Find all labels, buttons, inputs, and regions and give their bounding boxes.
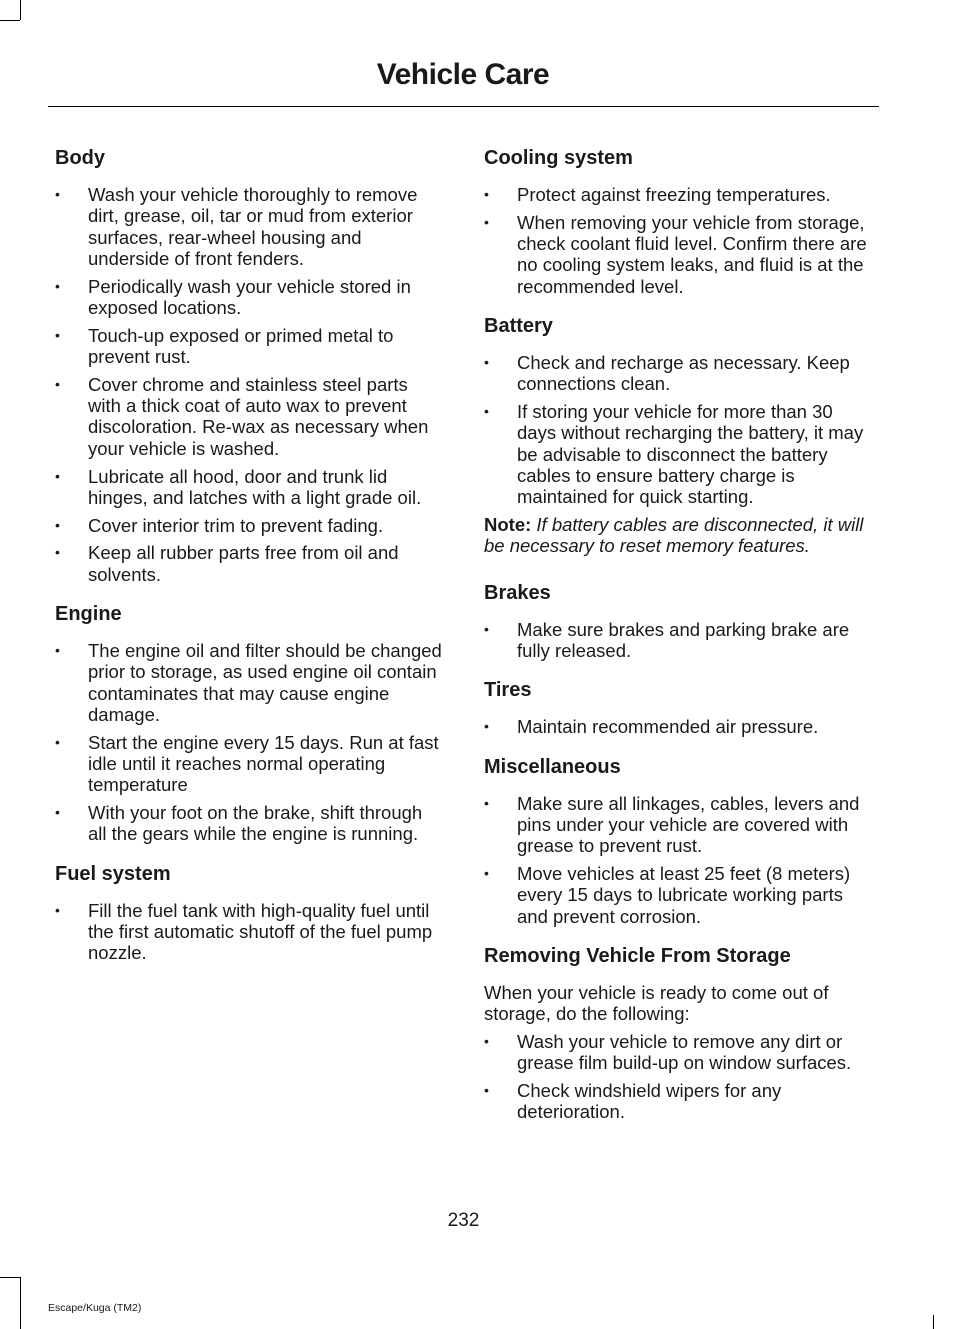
bullet-list [55, 640, 445, 845]
list-item-text: If storing your vehicle for more than 30 days without recharging the battery, it may be advisable to disconnect the battery cables to ensure battery charge is maintained for quick starting. [517, 401, 864, 508]
bullet-icon: • [55, 186, 60, 202]
footer-model: Escape/Kuga (TM2) [48, 1302, 142, 1314]
page-number: 232 [447, 1210, 480, 1231]
bullet-icon: • [55, 277, 60, 294]
section-intro: When your vehicle is ready to come out of storage, do the following: [484, 981, 829, 1025]
section-heading: Tires [484, 679, 532, 702]
list-item-text: Make sure all linkages, cables, levers and pins under your vehicle are covered with grease to prevent rust. [517, 792, 860, 857]
crop-mark-bottom-right-v1 [933, 1315, 934, 1329]
list-item-text: Fill the fuel tank with high-quality fuel until the first automatic shutoff of the fuel pump nozzle. [88, 899, 433, 964]
list-item [484, 619, 874, 662]
page-title: Vehicle Care [376, 58, 550, 91]
list-item [484, 1080, 874, 1123]
bullet-icon: • [55, 544, 60, 561]
list-item-text: Cover chrome and stainless steel parts with a thick coat of auto wax to prevent discoloration. Re-wax as necessary when your vehicle is washed. [88, 373, 429, 459]
crop-mark-bottom-left-h [0, 1277, 20, 1278]
bullet-list [484, 619, 874, 662]
list-item-text: Start the engine every 15 days. Run at fast idle until it reaches normal operating temperature [88, 731, 439, 796]
list-item [55, 542, 445, 585]
section-heading: Removing Vehicle From Storage [484, 944, 791, 967]
bullet-icon: • [484, 353, 489, 370]
list-item-text: Protect against freezing temperatures. [517, 184, 831, 205]
left-column [55, 145, 445, 980]
bullet-icon: • [55, 467, 60, 484]
list-item [55, 640, 445, 725]
list-item-text: Keep all rubber parts free from oil and solvents. [88, 542, 399, 585]
crop-mark-top-left-v [20, 0, 21, 20]
list-item-text: The engine oil and filter should be changed prior to storage, as used engine oil contain contaminates that may cause engine damage. [88, 640, 442, 725]
list-item-text: Lubricate all hood, door and trunk lid hinges, and latches with a light grade oil. [88, 465, 422, 508]
list-item [484, 401, 874, 507]
list-item [55, 184, 445, 269]
list-item [55, 374, 445, 459]
section-fuel-system [55, 861, 445, 964]
note-text: If battery cables are disconnected, it will be necessary to reset memory features. [484, 514, 864, 557]
crop-mark-top-left-h [0, 20, 20, 21]
battery-note [484, 514, 874, 557]
bullet-list [484, 1031, 874, 1123]
bullet-icon: • [484, 1082, 489, 1099]
section-heading: Fuel system [55, 862, 171, 885]
list-item-text: Make sure brakes and parking brake are fully released. [517, 618, 850, 661]
list-item [484, 212, 874, 297]
list-item-text: With your foot on the brake, shift through all the gears while the engine is running. [88, 802, 423, 845]
list-item [484, 352, 874, 395]
list-item-text: Touch-up exposed or primed metal to prevent rust. [88, 324, 394, 368]
bullet-icon: • [55, 733, 60, 750]
section-heading: Miscellaneous [484, 755, 621, 778]
section-heading: Brakes [484, 581, 551, 604]
section-engine [55, 601, 445, 845]
list-item-text: Cover interior trim to prevent fading. [88, 514, 384, 536]
list-item [55, 802, 445, 845]
bullet-icon: • [55, 516, 60, 533]
bullet-icon: • [55, 326, 60, 343]
list-item-text: Move vehicles at least 25 feet (8 meters) every 15 days to lubricate working parts and prevent corrosion. [517, 862, 851, 927]
bullet-icon: • [55, 375, 60, 392]
bullet-icon: • [484, 718, 489, 735]
bullet-icon: • [484, 186, 489, 202]
section-battery [484, 313, 874, 557]
section-brakes [484, 580, 874, 662]
section-body [55, 145, 445, 585]
bullet-icon: • [484, 213, 489, 230]
bullet-list [55, 184, 445, 585]
list-item-text: Wash your vehicle to remove any dirt or grease film build-up on window surfaces. [517, 1030, 852, 1074]
section-heading: Engine [55, 603, 122, 626]
bullet-icon: • [484, 620, 489, 637]
section-heading: Battery [484, 314, 553, 337]
bullet-icon: • [55, 642, 60, 659]
note-label: Note: [484, 514, 532, 536]
list-item-text: Check windshield wipers for any deterioration. [517, 1080, 782, 1123]
list-item [55, 276, 445, 319]
crop-mark-bottom-left-v [20, 1277, 21, 1329]
section-heading: Body [55, 147, 105, 169]
list-item [55, 466, 445, 509]
list-item-text: Maintain recommended air pressure. [517, 716, 819, 738]
list-item [484, 793, 874, 857]
bullet-list [484, 184, 874, 297]
section-removing-from-storage [484, 943, 874, 1123]
list-item [484, 716, 874, 737]
list-item-text: When removing your vehicle from storage, check coolant fluid level. Confirm there are no cooling system leaks, and fluid is at the recommended level. [517, 211, 867, 297]
section-cooling-system [484, 145, 874, 297]
bullet-list [55, 900, 445, 964]
section-heading: Cooling system [484, 147, 633, 169]
list-item-text: Wash your vehicle thoroughly to remove dirt, grease, oil, tar or mud from exterior surfaces, rear-wheel housing and underside of front fenders. [88, 184, 418, 269]
bullet-list [484, 352, 874, 508]
right-column [484, 145, 874, 1129]
list-item [484, 1031, 874, 1074]
bullet-icon: • [484, 1032, 489, 1049]
list-item [55, 732, 445, 796]
list-item [484, 863, 874, 927]
list-item [484, 184, 874, 205]
list-item [55, 515, 445, 536]
bullet-icon: • [484, 794, 489, 811]
bullet-list [484, 716, 874, 737]
section-tires [484, 677, 874, 737]
list-item [55, 325, 445, 368]
title-divider [48, 106, 879, 107]
list-item [55, 900, 445, 964]
list-item-text: Check and recharge as necessary. Keep connections clean. [517, 351, 850, 395]
bullet-icon: • [55, 804, 60, 821]
bullet-icon: • [484, 864, 489, 881]
bullet-icon: • [484, 403, 489, 420]
section-miscellaneous [484, 754, 874, 927]
bullet-list [484, 793, 874, 927]
bullet-icon: • [55, 901, 60, 918]
list-item-text: Periodically wash your vehicle stored in exposed locations. [88, 275, 411, 318]
